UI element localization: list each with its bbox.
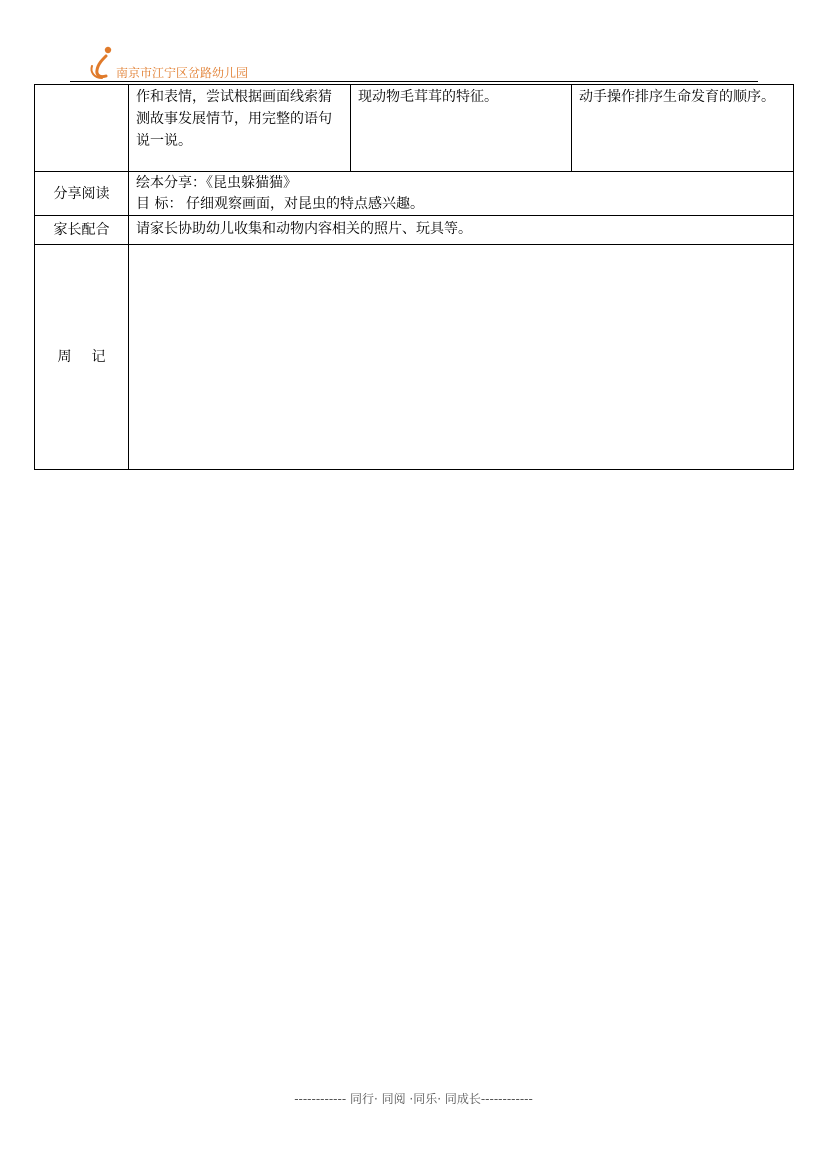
table-row [35, 85, 794, 172]
goal-line [129, 193, 793, 214]
school-name: 南京市江宁区岔路幼儿园 [116, 66, 249, 80]
activity-text-1: 作和表情，尝试根据画面线索猜测故事发展情节，用完整的语句说一说。 [136, 89, 332, 149]
school-logo-icon [88, 44, 118, 80]
parent-cooperation-cell [129, 216, 794, 245]
row-label-cell [35, 216, 129, 245]
table-row [35, 245, 794, 470]
activity-text-3: 动手操作排序生命发育的顺序。 [579, 89, 775, 105]
weekly-plan-table [34, 84, 794, 470]
weekly-notes-content [129, 245, 793, 246]
share-reading-label: 分享阅读 [53, 185, 110, 202]
table-row [35, 172, 794, 216]
header-divider [70, 81, 758, 82]
parent-cooperation-text: 请家长协助幼儿收集和动物内容相关的照片、玩具等。 [136, 221, 472, 237]
activity-text-2: 现动物毛茸茸的特征。 [358, 89, 498, 105]
picture-book-line: 绘本分享：《昆虫躲猫猫》 [136, 175, 297, 191]
activity-cell [572, 85, 794, 172]
goal-text: 仔细观察画面，对昆虫的特点感兴趣。 [186, 196, 424, 212]
share-reading-cell [129, 172, 794, 216]
row-label-cell [35, 172, 129, 216]
row-label [35, 85, 128, 86]
page-header [88, 44, 758, 84]
row-label-cell [35, 245, 129, 470]
weekly-notes-cell[interactable] [129, 245, 794, 470]
page-footer: ------------ 同行· 同阅 ·同乐· 同成长------------ [294, 1092, 533, 1106]
table-row [35, 216, 794, 245]
row-label-cell [35, 85, 129, 172]
goal-key: 目 标： [136, 196, 183, 212]
weekly-notes-label: 周记 [57, 349, 126, 365]
activity-cell [129, 85, 351, 172]
parent-cooperation-label: 家长配合 [53, 222, 110, 238]
activity-cell [351, 85, 572, 172]
